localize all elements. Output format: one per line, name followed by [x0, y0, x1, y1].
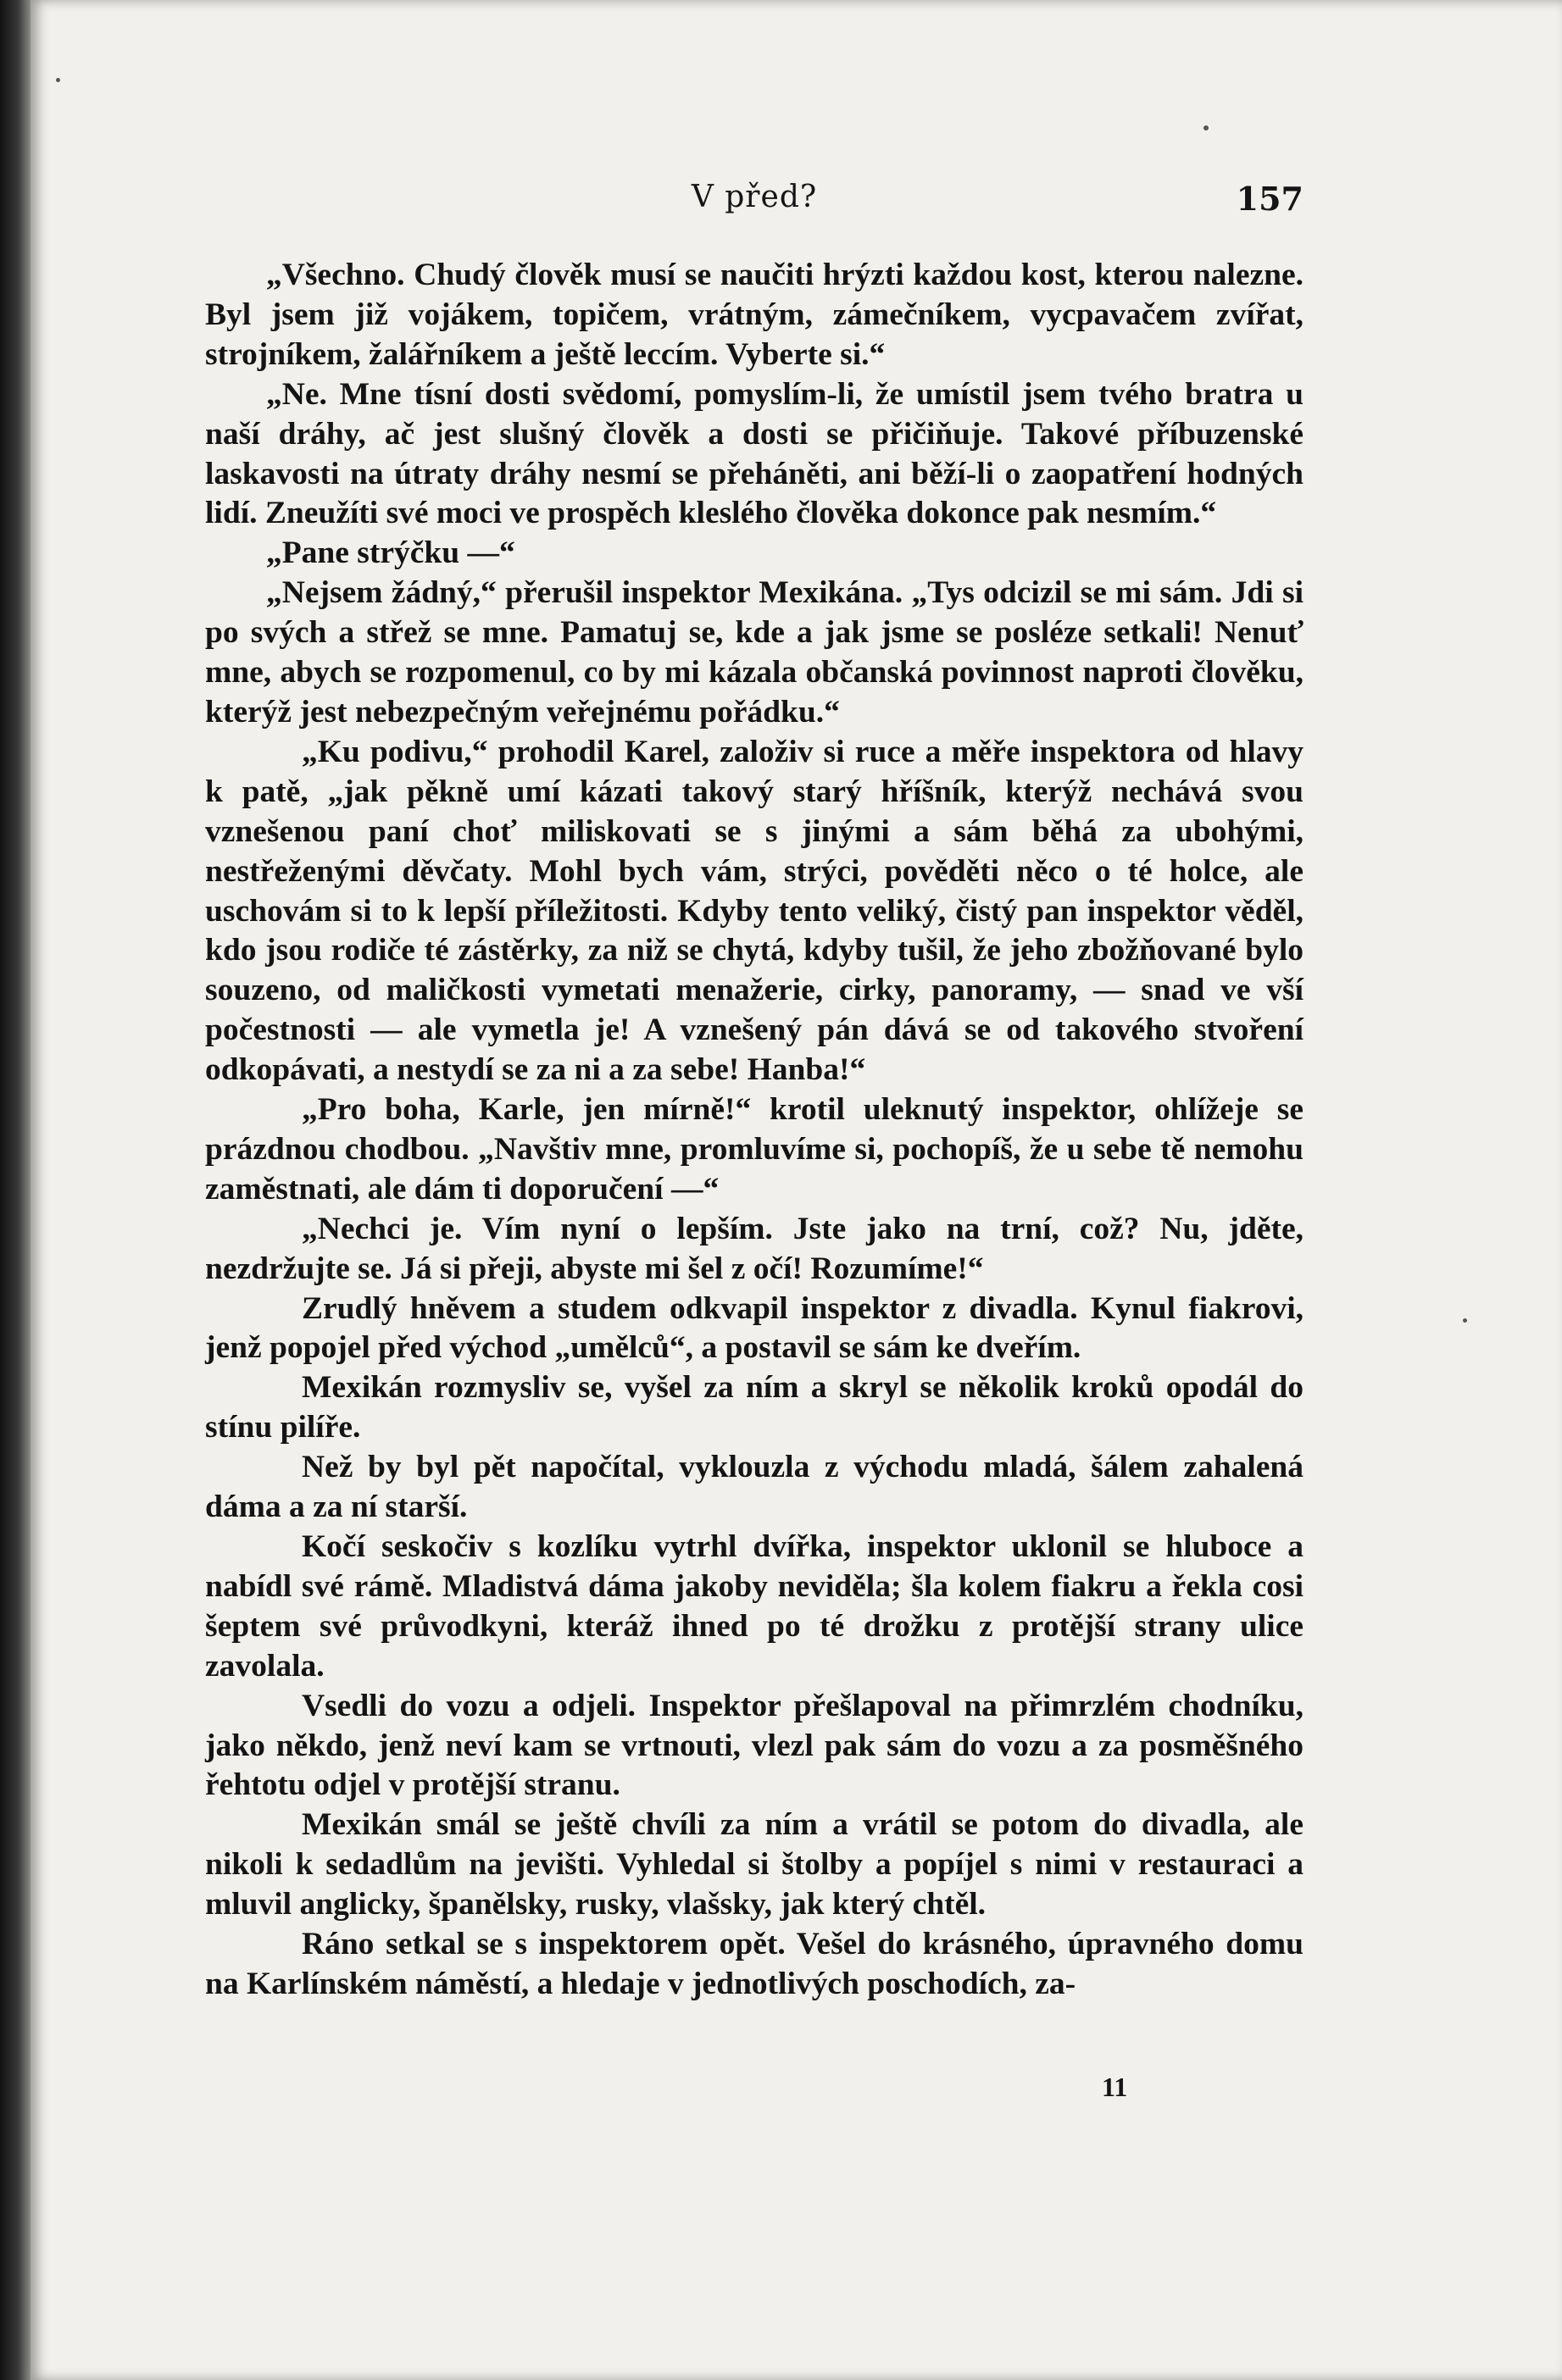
paragraph: Vsedli do vozu a odjeli. Inspektor přešlapoval na přimrzlém chodníku, jako někdo, jenž neví kam se vrtnouti, vlezl pak sám do vozu a za posměšného řehtotu odjel v protější stranu. — [205, 1688, 1304, 1803]
paragraph: „Ne. Mne tísní dosti svědomí, pomyslím-li, že umístil jsem tvého bratra u naší dráhy, ač jest slušný člověk a dosti se přičiňuje. Takové příbuzenské laskavosti na útraty dráhy nesmí se přeháněti, ani běží-li o zaopatření hodných lidí. Zneužíti své moci ve prospěch kleslého člověka dokonce pak nesmím.“ — [205, 376, 1304, 531]
dust-speck — [1203, 125, 1209, 130]
paragraph: „Nejsem žádný,“ přerušil inspektor Mexikána. „Tys odcizil se mi sám. Jdi si po svých a střež se mne. Pamatuj se, kde a jak jsme se posléze setkali! Nenuť mne, abych se rozpomenul, co by mi kázala občanská povinnost naproti člověku, kterýž jest nebezpečným veřejnému pořádku.“ — [205, 575, 1304, 730]
paragraph: „Pane strýčku —“ — [266, 535, 515, 571]
body-text — [205, 256, 1304, 2005]
page-header — [205, 180, 1304, 230]
page-binding-edge — [0, 0, 31, 2380]
paragraph: „Ku podivu,“ prohodil Karel, založiv si ruce a měře inspektora od hlavy k patě, „jak pěkně umí kázati takový starý hříšník, kterýž nechává svou vznešenou paní choť miliskovati se s jinými a sám běhá za ubohými, nestřeženými děvčaty. Mohl bych vám, strýci, pověděti něco o té holce, ale uschovám si to k lepší příležitosti. Kdyby tento veliký, čistý pan inspektor věděl, kdo jsou rodiče té zástěrky, za niž se chytá, kdyby tušil, že jeho zbožňované bylo souzeno, od maličkosti vymetati menažerie, cirky, panoramy, — snad ve vší počestnosti — ale vymetla je! A vznešený pán dává se od takového stvoření odkopávati, a nestydí se za ni a za sebe! Hanba!“ — [205, 734, 1304, 1088]
dust-speck — [1463, 1318, 1467, 1323]
paragraph: Mexikán rozmysliv se, vyšel za ním a skryl se několik kroků opodál do stínu pilíře. — [205, 1370, 1304, 1445]
paragraph: „Nechci je. Vím nyní o lepším. Jste jako na trní, což? Nu, jděte, nezdržujte se. Já si přeji, abyste mi šel z očí! Rozumíme!“ — [205, 1211, 1304, 1286]
running-title: V před? — [691, 180, 818, 214]
signature-mark: 11 — [1102, 2072, 1128, 2102]
paragraph: Mexikán smál se ještě chvíli za ním a vrátil se potom do divadla, ale nikoli k sedadlům na jevišti. Vyhledal si štolby a popíjel s nimi v restauraci a mluvil anglicky, španělsky, rusky, vlašsky, jak který chtěl. — [205, 1807, 1304, 1922]
page-number: 157 — [1236, 180, 1304, 218]
paragraph: „Všechno. Chudý člověk musí se naučiti hrýzti každou kost, kterou nalezne. Byl jsem již vojákem, topičem, vrátným, zámečníkem, vycpavačem zvířat, strojníkem, žalářníkem a ještě leccím. Vyberte si.“ — [205, 258, 1304, 372]
paragraph: „Pro boha, Karle, jen mírně!“ krotil uleknutý inspektor, ohlížeje se prázdnou chodbou. „Navštiv mne, promluvíme si, pochopíš, že u sebe tě nemohu zaměstnati, ale dám ti doporučení —“ — [205, 1092, 1304, 1207]
paragraph: Ráno setkal se s inspektorem opět. Vešel do krásného, úpravného domu na Karlínském náměstí, a hledaje v jednotlivých poschodích, za- — [205, 1927, 1304, 2001]
paragraph: Kočí seskočiv s kozlíku vytrhl dvířka, inspektor uklonil se hluboce a nabídl své rámě. Mladistvá dáma jakoby neviděla; šla kolem fiakru a řekla cosi šeptem své průvodkyni, kteráž ihned po té drožku z protější strany ulice zavolala. — [205, 1529, 1304, 1684]
dust-speck — [56, 78, 60, 82]
paragraph: Zrudlý hněvem a studem odkvapil inspektor z divadla. Kynul fiakrovi, jenž popojel před východ „umělců“, a postavil se sám ke dveřím. — [205, 1290, 1304, 1366]
paragraph: Než by byl pět napočítal, vyklouzla z východu mladá, šálem zahalená dáma a za ní starší. — [205, 1450, 1304, 1525]
